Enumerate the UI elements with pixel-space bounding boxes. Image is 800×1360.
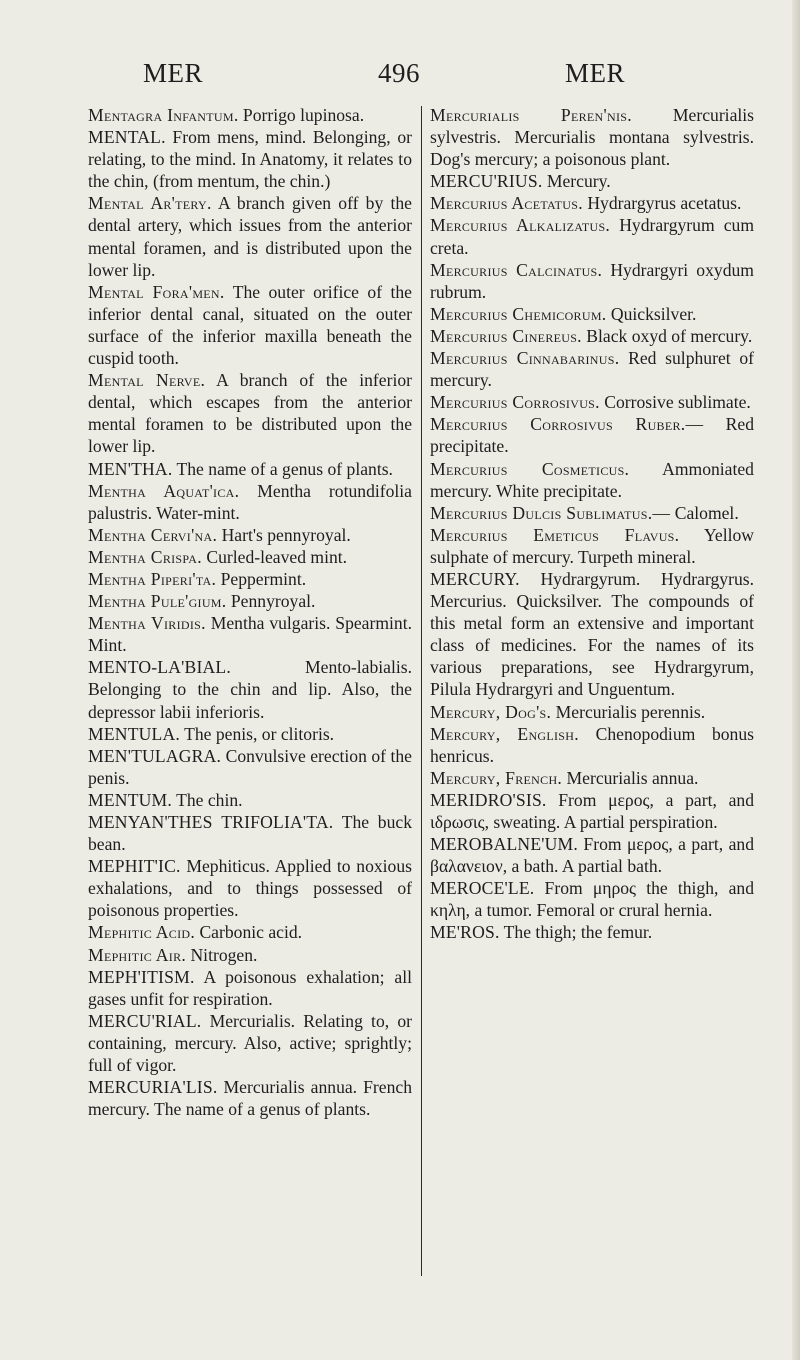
entry-term: MEPH'ITISM. [88, 966, 195, 987]
dictionary-entry [88, 546, 412, 568]
left-column [88, 104, 412, 1120]
entry-term: MEN'TULAGRA. [88, 745, 222, 766]
entry-term: Mercurius Cinnabarinus. [430, 348, 620, 369]
entry-definition: Yellow sulphate of mercury. Turpeth mineral. [430, 524, 754, 567]
running-head-left: MER [143, 58, 204, 88]
entry-definition: Black oxyd of mercury. [581, 325, 753, 346]
dictionary-entry [430, 259, 754, 303]
entry-definition: Mercurialis annua. French mercury. The name of a genus of plants. [88, 1077, 412, 1120]
entry-definition: The outer orifice of the inferior dental canal, situated on the outer surface of the inferior maxilla beneath the cuspid tooth. [88, 281, 412, 369]
dictionary-entry [88, 944, 412, 966]
dictionary-entry [430, 723, 754, 767]
entry-definition: From μερος, a part, and ιδρωσις, sweating. A partial perspiration. [430, 789, 754, 832]
dictionary-entry [88, 723, 412, 745]
entry-definition: Hart's pennyroyal. [217, 524, 351, 545]
dictionary-entry [88, 126, 412, 192]
entry-definition: Hydrargyri oxydum rubrum. [430, 259, 754, 302]
entry-definition: A poisonous exhalation; all gases unfit for respiration. [88, 966, 412, 1009]
dictionary-entry [430, 391, 754, 413]
entry-term: MEROBALNE'UM. [430, 834, 578, 855]
dictionary-entry [88, 192, 412, 280]
dictionary-entry [88, 921, 412, 943]
entry-definition: Mercurialis perennis. [551, 701, 706, 722]
entry-definition: Mercurialis annua. [562, 767, 699, 788]
entry-term: ME'ROS. [430, 922, 500, 943]
entry-definition: Hydrargyrum. Hydrargyrus. Mercurius. Quicksilver. The compounds of this metal form an extensive and important class of medicines. For the names of its various preparations, see Hydrargyrum, Pilula Hydrargyri and Unguentum. [430, 568, 754, 700]
dictionary-entry [88, 811, 412, 855]
entry-term: Mephitic Air. [88, 944, 187, 965]
entry-definition: Porrigo lupinosa. [238, 105, 365, 125]
entry-term: MERCU'RIAL. [88, 1010, 202, 1031]
entry-term: Mercurialis Peren'nis. [430, 105, 632, 125]
dictionary-entry [430, 214, 754, 258]
entry-term: Mentha Crispa. [88, 546, 202, 567]
dictionary-entry [430, 192, 754, 214]
entry-term: MERCU'RIUS. [430, 171, 543, 192]
entry-term: Mercurius Dulcis Sublimatus.— [430, 502, 671, 523]
dictionary-entry [88, 281, 412, 369]
entry-term: Mentha Aquat'ica. [88, 480, 240, 501]
entry-definition: Ammoniated mercury. White precipitate. [430, 458, 754, 501]
dictionary-entry [430, 104, 754, 170]
entry-definition: Mephiticus. Applied to noxious exhalations, and to things possessed of poisonous properties. [88, 856, 412, 921]
entry-definition: Mercurialis. Relating to, or containing, mercury. Also, active; sprightly; full of vigor. [88, 1010, 412, 1076]
dictionary-entry [430, 413, 754, 457]
entry-definition: Curled-leaved mint. [201, 546, 348, 567]
entry-term: MENTO-LA'BIAL. [88, 657, 231, 678]
running-head-right: MER [565, 58, 626, 88]
entry-definition: Calomel. [670, 502, 739, 523]
dictionary-entry [88, 855, 412, 921]
dictionary-entry [430, 921, 754, 943]
page-edge-shadow [792, 0, 800, 1360]
entry-term: MEROCE'LE. [430, 878, 535, 899]
page-header [0, 58, 800, 98]
entry-term: Mercury, French. [430, 767, 563, 788]
dictionary-entry [430, 458, 754, 502]
entry-definition: The buck bean. [88, 812, 412, 855]
entry-term: MENYAN'THES TRIFOLIA'TA. [88, 812, 334, 832]
entry-term: MEPHIT'IC. [88, 856, 181, 877]
dictionary-entry [430, 789, 754, 833]
dictionary-entry [88, 480, 412, 524]
entry-term: MENTUM. [88, 789, 172, 810]
entry-term: Mercurius Cosmeticus. [430, 458, 630, 479]
entry-term: Mentha Viridis. [88, 613, 206, 634]
entry-term: MENTULA. [88, 723, 180, 744]
entry-term: Mercurius Chemicorum. [430, 303, 607, 324]
entry-definition: Red sulphuret of mercury. [430, 348, 755, 391]
entry-definition: From μερος, a part, and βαλανειον, a bath. A partial bath. [430, 834, 754, 877]
entry-definition: Mercury. [542, 171, 611, 192]
dictionary-entry [430, 170, 754, 192]
entry-definition: A branch given off by the dental artery, which issues from the anterior mental foramen, and is distributed upon the lower lip. [88, 193, 412, 280]
dictionary-entry [430, 877, 754, 921]
entry-definition: The name of a genus of plants. [172, 458, 393, 479]
entry-definition: Peppermint. [216, 568, 307, 589]
page-number: 496 [378, 58, 420, 88]
dictionary-entry [88, 568, 412, 590]
entry-definition: Red precipitate. [430, 414, 754, 457]
entry-term: MERCURIA'LIS. [88, 1077, 218, 1098]
entry-term: Mercurius Corrosivus Ruber.— [430, 414, 704, 435]
dictionary-entry [430, 833, 754, 877]
dictionary-entry [430, 701, 754, 723]
entry-definition: A branch of the inferior dental, which escapes from the anterior mental foramen to be distributed upon the lower lip. [88, 370, 413, 457]
entry-term: Mentha Pule'gium. [88, 591, 227, 612]
entry-term: Mental Nerve. [88, 370, 206, 391]
entry-term: Mercurius Corrosivus. [430, 392, 600, 413]
entry-definition: The chin. [172, 789, 243, 810]
entry-definition: Corrosive sublimate. [599, 392, 751, 413]
dictionary-entry [88, 524, 412, 546]
entry-term: Mental Fora'men. [88, 281, 225, 302]
entry-definition: Quicksilver. [606, 303, 697, 324]
entry-definition: From mens, mind. Belonging, or relating, to the mind. In Anatomy, it relates to the chin, (from mentum, the chin.) [88, 127, 412, 192]
dictionary-entry [430, 303, 754, 325]
dictionary-entry [88, 745, 412, 789]
dictionary-entry [88, 966, 412, 1010]
dictionary-entry [430, 347, 754, 391]
dictionary-entry [88, 656, 412, 722]
entry-term: MERCURY. [430, 568, 520, 589]
dictionary-entry [430, 767, 754, 789]
dictionary-entry [430, 524, 754, 568]
entry-term: Mercurius Emeticus Flavus. [430, 524, 680, 545]
dictionary-entry [88, 612, 412, 656]
entry-definition: Mento-labialis. Belonging to the chin and lip. Also, the depressor labii inferioris. [88, 657, 412, 722]
entry-term: MERIDRO'SIS. [430, 789, 547, 810]
entry-definition: Carbonic acid. [195, 922, 303, 943]
entry-term: Mentha Piperi'ta. [88, 568, 217, 589]
entry-definition: Convulsive erection of the penis. [88, 745, 412, 788]
entry-definition: Nitrogen. [186, 944, 258, 965]
entry-definition: From μηρος the thigh, and κηλη, a tumor. Femoral or crural hernia. [430, 878, 754, 921]
entry-term: Mentagra Infantum. [88, 105, 239, 125]
entry-term: Mentha Cervi'na. [88, 524, 218, 545]
dictionary-entry [88, 1076, 412, 1120]
entry-definition: Pennyroyal. [226, 591, 316, 612]
dictionary-entry [88, 1010, 412, 1076]
dictionary-entry [430, 502, 754, 524]
entry-term: Mercury, English. [430, 723, 579, 744]
entry-term: Mercury, Dog's. [430, 701, 552, 722]
entry-definition: Mercurialis sylvestris. Mercurialis montana sylvestris. Dog's mercury; a poisonous plant. [430, 105, 754, 170]
entry-term: Mercurius Alkalizatus. [430, 215, 611, 236]
entry-term: Mercurius Acetatus. [430, 193, 583, 214]
entry-term: MENTAL. [88, 127, 166, 148]
column-divider [421, 106, 422, 1276]
entry-definition: Chenopodium bonus henricus. [430, 723, 754, 766]
right-column [430, 104, 754, 944]
dictionary-entry [88, 789, 412, 811]
entry-term: Mercurius Cinereus. [430, 325, 582, 346]
dictionary-entry [430, 568, 754, 701]
entry-definition: Mentha vulgaris. Spearmint. Mint. [88, 613, 412, 656]
entry-definition: Mentha rotundifolia palustris. Water-mint. [88, 480, 412, 523]
dictionary-entry [88, 458, 412, 480]
dictionary-entry [88, 104, 412, 126]
entry-definition: Hydrargyrus acetatus. [582, 193, 742, 214]
entry-term: Mephitic Acid. [88, 922, 196, 943]
entry-term: Mercurius Calcinatus. [430, 259, 603, 280]
dictionary-entry [88, 369, 412, 457]
dictionary-entry [430, 325, 754, 347]
entry-term: Mental Ar'tery. [88, 193, 212, 214]
entry-definition: The thigh; the femur. [499, 922, 653, 943]
dictionary-entry [88, 590, 412, 612]
entry-definition: Hydrargyrum cum creta. [430, 215, 754, 258]
entry-definition: The penis, or clitoris. [180, 723, 335, 744]
entry-term: MEN'THA. [88, 458, 173, 479]
